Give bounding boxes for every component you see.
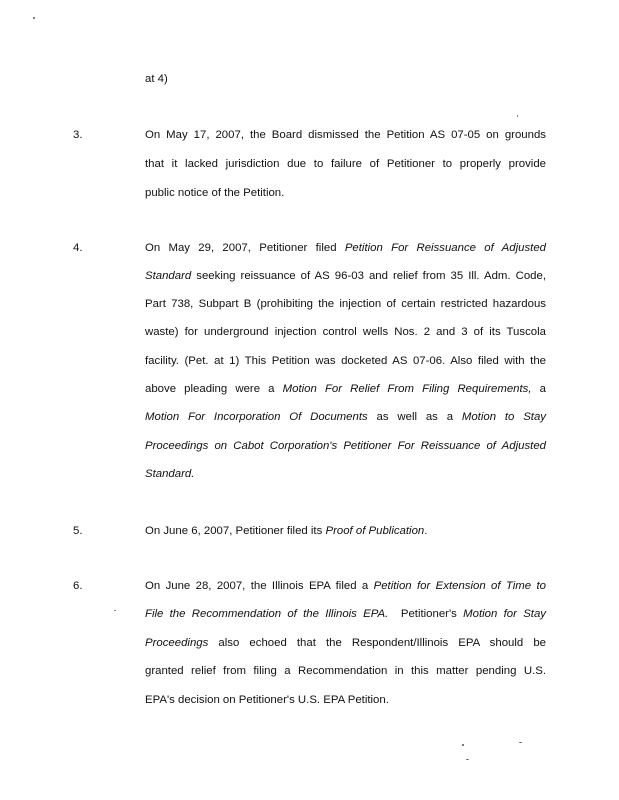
paragraph-4-line-5: facility. (Pet. at 1) This Petition was docketed AS 07-06. Also filed with the	[145, 355, 546, 367]
paragraph-3-number: 3.	[73, 129, 83, 141]
paragraph-5-number: 5.	[73, 525, 83, 537]
scan-speck	[462, 744, 464, 746]
paragraph-3-line-3: public notice of the Petition.	[145, 187, 285, 199]
scan-speck	[114, 610, 116, 611]
scan-speck	[519, 742, 522, 743]
paragraph-5-line-1: On June 6, 2007, Petitioner filed its Proof of Publication.	[145, 525, 428, 537]
paragraph-6-line-2: File the Recommendation of the Illinois EPA. Petitioner's Motion for Stay	[145, 608, 546, 620]
paragraph-6-line-5: EPA's decision on Petitioner's U.S. EPA Petition.	[145, 694, 389, 706]
paragraph-6-number: 6.	[73, 580, 83, 592]
paragraph-4-line-2: Standard seeking reissuance of AS 96-03 and relief from 35 Ill. Adm. Code,	[145, 270, 546, 282]
paragraph-3-line-1: On May 17, 2007, the Board dismissed the Petition AS 07-05 on grounds	[145, 129, 546, 141]
paragraph-6-line-4: granted relief from filing a Recommendation in this matter pending U.S.	[145, 665, 546, 677]
paragraph-4-line-7: Motion For Incorporation Of Documents as well as a Motion to Stay	[145, 411, 546, 423]
paragraph-4-line-9: Standard.	[145, 468, 195, 480]
scan-speck	[466, 759, 469, 760]
paragraph-4-line-8: Proceedings on Cabot Corporation's Petitioner For Reissuance of Adjusted	[145, 440, 546, 452]
scan-speck	[517, 115, 518, 117]
paragraph-4-line-4: waste) for underground injection control wells Nos. 2 and 3 of its Tuscola	[145, 326, 546, 338]
scan-speck	[33, 17, 35, 19]
paragraph-6-line-3: Proceedings also echoed that the Respondent/Illinois EPA should be	[145, 637, 546, 649]
paragraph-4-line-6: above pleading were a Motion For Relief From Filing Requirements, a	[145, 383, 547, 395]
paragraph-4-line-1: On May 29, 2007, Petitioner filed Petition For Reissuance of Adjusted	[145, 242, 546, 254]
paragraph-6-line-1: On June 28, 2007, the Illinois EPA filed a Petition for Extension of Time to	[145, 580, 547, 592]
paragraph-4-line-3: Part 738, Subpart B (prohibiting the injection of certain restricted hazardous	[145, 298, 546, 310]
paragraph-3-line-2: that it lacked jurisdiction due to failure of Petitioner to properly provide	[145, 158, 546, 170]
paragraph-4-number: 4.	[73, 242, 83, 254]
continuation-text: at 4)	[145, 73, 168, 85]
